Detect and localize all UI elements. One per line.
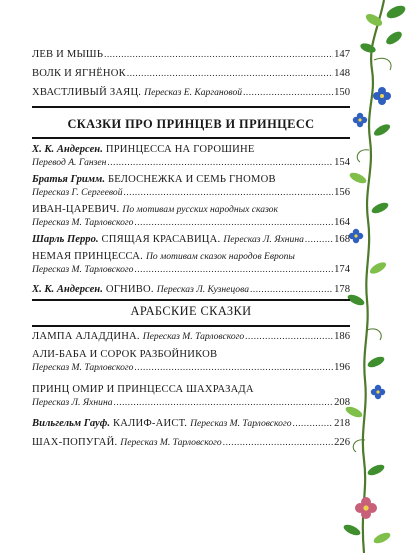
toc-entry[interactable] <box>32 383 350 409</box>
entry-subtitle: Пересказ М. Тарловского <box>120 437 222 448</box>
toc-entry[interactable] <box>32 436 350 449</box>
toc-entry[interactable] <box>32 417 350 430</box>
dot-leader <box>134 361 333 374</box>
dot-leader <box>104 48 333 61</box>
toc-entry[interactable] <box>32 86 350 99</box>
entry-title: ШАХ-ПОПУГАЙ. <box>32 437 118 448</box>
entry-subtitle: Пересказ Л. Кузнецова <box>156 284 249 295</box>
blue-flower-icon <box>373 87 391 105</box>
leaf-icon <box>372 531 392 546</box>
section-divider <box>32 299 350 301</box>
entry-subtitle: Пересказ М. Тарловского <box>190 418 292 429</box>
dot-leader <box>223 436 333 449</box>
entry-subtitle: По мотивам русских народных сказок <box>122 204 278 215</box>
section-divider <box>32 137 350 139</box>
toc-entry[interactable] <box>32 67 350 80</box>
vine-tendril <box>367 329 381 340</box>
entry-title: ПРИНЦЕССА НА ГОРОШИНЕ <box>105 144 255 155</box>
blue-flower-icon <box>371 385 385 399</box>
page-number: 147 <box>334 49 350 60</box>
page-number: 218 <box>334 418 350 429</box>
leaf-icon <box>366 355 386 370</box>
dot-leader <box>114 396 334 409</box>
page-number: 208 <box>334 397 350 408</box>
entry-author: Шарль Перро. <box>32 234 99 245</box>
entry-title: КАЛИФ-АИСТ. <box>113 418 188 429</box>
entry-title: ПРИНЦ ОМИР И ПРИНЦЕССА ШАХРАЗАДА <box>32 384 254 395</box>
dot-leader <box>134 263 333 276</box>
dot-leader <box>250 283 333 296</box>
entry-subtitle: Пересказ Л. Яхнина <box>32 397 113 408</box>
toc-entry[interactable] <box>32 283 350 296</box>
toc-entry[interactable] <box>32 348 350 374</box>
pink-flower-icon <box>355 497 377 519</box>
entry-subtitle: Пересказ Г. Сергеевой <box>32 187 123 198</box>
entry-subtitle: Пересказ М. Тарловского <box>32 217 134 228</box>
leaf-icon <box>368 260 388 276</box>
dot-leader <box>293 417 334 430</box>
dot-leader <box>243 86 333 99</box>
dot-leader <box>305 233 333 246</box>
vine-tendril <box>374 58 391 70</box>
entry-subtitle: По мотивам сказок народов Европы <box>145 251 295 262</box>
toc-entry[interactable] <box>32 233 350 246</box>
page-number: 148 <box>334 68 350 79</box>
section-title: АРАБСКИЕ СКАЗКИ <box>130 304 252 318</box>
page-number: 174 <box>334 264 350 275</box>
entry-title: АЛИ-БАБА И СОРОК РАЗБОЙНИКОВ <box>32 349 218 360</box>
page-number: 154 <box>334 157 350 168</box>
entry-author: Братья Гримм. <box>32 174 105 185</box>
entry-title: ЛЕВ И МЫШЬ <box>32 49 104 60</box>
entry-subtitle: Пересказ М. Тарловского <box>142 331 245 342</box>
entry-subtitle: Пересказ М. Тарловского <box>32 362 134 373</box>
page-number: 196 <box>334 362 350 373</box>
toc-entry[interactable] <box>32 203 350 229</box>
leaf-icon <box>348 171 368 186</box>
page-number: 226 <box>334 437 350 448</box>
entry-title: БЕЛОСНЕЖКА И СЕМЬ ГНОМОВ <box>107 174 276 185</box>
toc-entry[interactable] <box>32 330 350 343</box>
vine-tendril <box>357 150 369 162</box>
entry-title: ЛАМПА АЛАДДИНА. <box>32 331 140 342</box>
entry-title: ХВАСТЛИВЫЙ ЗАЯЦ. <box>32 87 142 98</box>
leaf-icon <box>366 463 386 478</box>
leaf-icon <box>370 201 390 216</box>
leaf-icon <box>384 29 404 47</box>
dot-leader <box>124 186 334 199</box>
page-number: 156 <box>334 187 350 198</box>
entry-title: СПЯЩАЯ КРАСАВИЦА. <box>101 234 221 245</box>
section-divider <box>32 106 350 108</box>
page-number: 164 <box>334 217 350 228</box>
section-divider <box>32 325 350 327</box>
dot-leader <box>127 67 333 80</box>
blue-flower-icon <box>349 229 363 243</box>
leaf-icon <box>359 42 377 55</box>
entry-title: ВОЛК И ЯГНЁНОК <box>32 68 126 79</box>
entry-title: НЕМАЯ ПРИНЦЕССА. <box>32 251 143 262</box>
page-number: 168 <box>334 234 350 245</box>
dot-leader <box>245 330 333 343</box>
leaf-icon <box>342 523 362 538</box>
page-number: 186 <box>334 331 350 342</box>
page-number: 178 <box>334 284 350 295</box>
dot-leader <box>107 156 333 169</box>
toc-entry[interactable] <box>32 250 350 276</box>
toc-entry[interactable] <box>32 48 350 61</box>
entry-author: Вильгельм Гауф. <box>32 418 110 429</box>
entry-subtitle: Пересказ Л. Яхнина <box>223 234 304 245</box>
toc-entry[interactable] <box>32 173 350 199</box>
entry-author: Х. К. Андерсен. <box>32 284 103 295</box>
leaf-cluster-top <box>359 3 407 54</box>
entry-subtitle: Пересказ М. Тарловского <box>32 264 134 275</box>
entry-subtitle: Перевод А. Ганзен <box>32 157 107 168</box>
toc-entry[interactable] <box>32 143 350 169</box>
page-number: 150 <box>334 87 350 98</box>
leaf-icon <box>385 3 407 21</box>
dot-leader <box>134 216 333 229</box>
floral-vine-border <box>338 0 410 553</box>
blue-flower-icon <box>353 113 367 127</box>
entry-subtitle: Пересказ Е. Каргановой <box>144 87 243 98</box>
leaf-icon <box>372 122 392 138</box>
entry-title: ОГНИВО. <box>105 284 154 295</box>
section-title: СКАЗКИ ПРО ПРИНЦЕВ И ПРИНЦЕСС <box>67 117 315 131</box>
entry-author: Х. К. Андерсен. <box>32 144 103 155</box>
entry-title: ИВАН-ЦАРЕВИЧ. <box>32 204 120 215</box>
